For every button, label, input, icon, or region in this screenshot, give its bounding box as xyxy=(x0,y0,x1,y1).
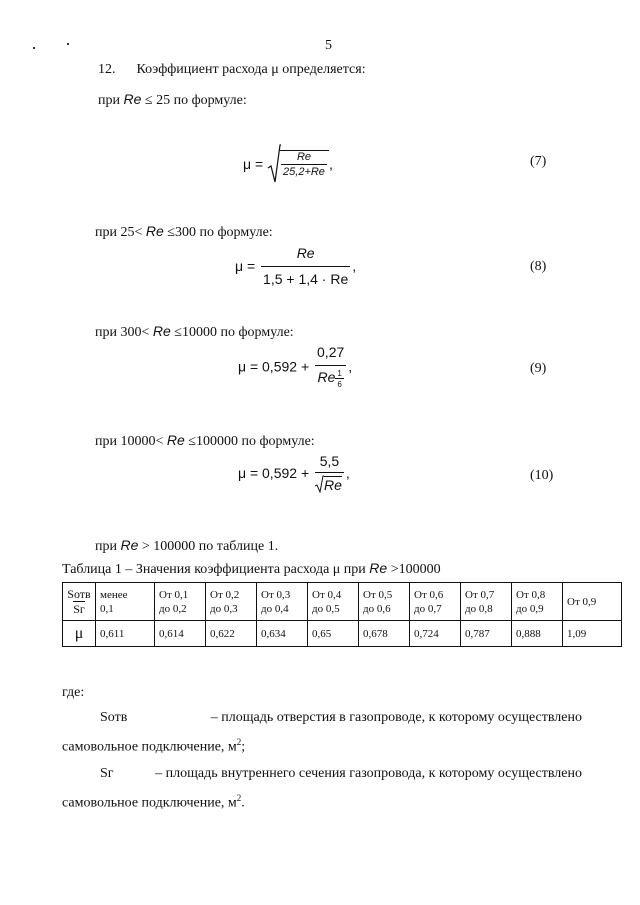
table-row-ranges xyxy=(63,583,622,621)
table-caption: Таблица 1 – Значения коэффициента расхода μ при Re >100000 xyxy=(62,560,441,577)
table-row-values xyxy=(63,621,622,647)
table-cell-value: 0,678 xyxy=(359,621,410,647)
table-cell-range: От 0,9 xyxy=(563,583,622,621)
sqrt-icon xyxy=(315,475,324,493)
table-mu-label: μ xyxy=(63,621,96,647)
table-cell-range: От 0,2 до 0,3 xyxy=(206,583,257,621)
table-cell-value: 0,622 xyxy=(206,621,257,647)
table-cell-value: 0,888 xyxy=(512,621,563,647)
condition-4: при 10000< Re ≤100000 по формуле: xyxy=(95,432,315,449)
table-cell-value: 0,634 xyxy=(257,621,308,647)
table-header-ratio: $\frac{\text{Sотв}}{Sг}$ xyxy=(63,583,96,621)
where-label: где: xyxy=(62,685,85,700)
equation-9: μ = 0,592 + 0,27 Re $\frac{1}{6}$ , xyxy=(238,344,353,390)
table-cell-value: 0,65 xyxy=(308,621,359,647)
equation-9-number: (9) xyxy=(530,361,547,376)
equation-10-number: (10) xyxy=(530,468,554,483)
definition-s-otv: Sотв – площадь отверстия в газопроводе, к которому осуществлено самовольное подключение, $м^2$; xyxy=(62,710,582,755)
table-cell-range: От 0,8 до 0,9 xyxy=(512,583,563,621)
scan-dot xyxy=(33,47,35,49)
table-cell-value: 0,787 xyxy=(461,621,512,647)
table-cell-value: 0,611 xyxy=(96,621,155,647)
equation-8: μ = $\frac{Re}{1,5 + 1,4 \cdot Re}$ , xyxy=(235,245,357,287)
equation-7-number: (7) xyxy=(530,154,547,169)
item-heading xyxy=(98,62,366,78)
definition-s-g: Sг – площадь внутреннего сечения газопровода, к которому осуществлено самовольное подключение, $м^2$. xyxy=(62,766,582,811)
table-cell-value: 0,724 xyxy=(410,621,461,647)
table-cell-value: 0,614 xyxy=(155,621,206,647)
table-cell-range: От 0,5 до 0,6 xyxy=(359,583,410,621)
condition-3: при 300< Re ≤10000 по формуле: xyxy=(95,323,294,340)
table-cell-range: От 0,3 до 0,4 xyxy=(257,583,308,621)
item-number: 12. xyxy=(98,62,116,77)
equation-7: μ = $\frac{Re}{25,2+Re}$ , xyxy=(243,144,333,184)
table-cell-range: От 0,4 до 0,5 xyxy=(308,583,359,621)
scan-dot xyxy=(67,43,69,45)
table-cell-range: От 0,7 до 0,8 xyxy=(461,583,512,621)
table-cell-value: 1,09 xyxy=(563,621,622,647)
equation-10: μ = 0,592 + $\frac{5,5}{Re}$ , xyxy=(238,453,350,493)
condition-5: при Re > 100000 по таблице 1. xyxy=(95,537,279,554)
table-cell-range: От 0,6 до 0,7 xyxy=(410,583,461,621)
table-cell-range: От 0,1 до 0,2 xyxy=(155,583,206,621)
equation-8-number: (8) xyxy=(530,259,547,274)
condition-1: при Re ≤ 25 по формуле: xyxy=(98,91,247,108)
table-cell-range: менее 0,1 xyxy=(96,583,155,621)
condition-2: при 25< Re ≤300 по формуле: xyxy=(95,223,273,240)
item-text: Коэффициент расхода μ определяется: xyxy=(136,62,366,77)
page-number: 5 xyxy=(325,38,332,53)
coefficient-table xyxy=(62,582,622,647)
